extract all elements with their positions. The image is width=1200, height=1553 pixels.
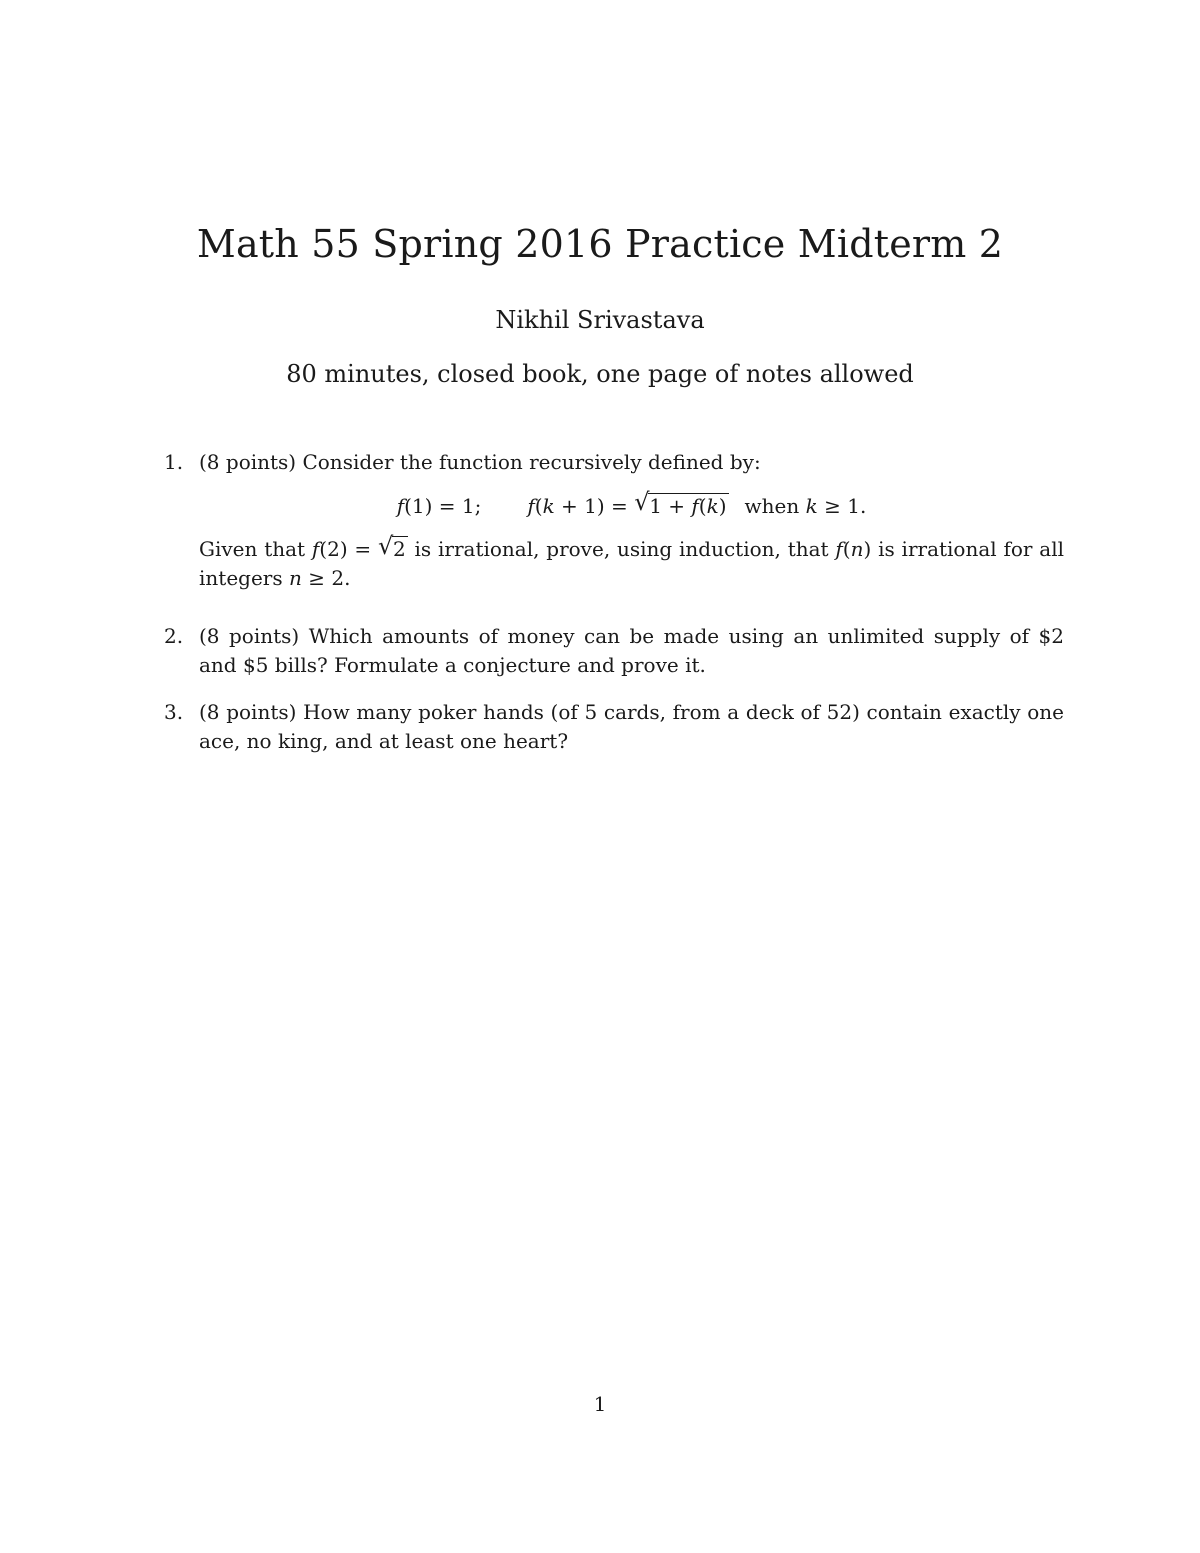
radical-sign: √ [378,532,394,560]
page-number: 1 [593,1392,607,1416]
math-text: (2) = [319,537,378,561]
math-text: when [744,494,800,518]
math-text: ) is irrational for all integers [199,537,1065,590]
exam-instructions: 80 minutes, closed book, one page of notes allowed [286,360,914,388]
problem-intro: (8 points) Consider the function recursively defined by: [199,450,761,474]
math-text: ( [534,494,543,518]
radical-sign: √ [634,488,650,516]
problem-body [199,448,1064,593]
radicand: 2 [393,537,406,561]
math-var: f [527,494,535,518]
problem-body: (8 points) How many poker hands (of 5 cards, from a deck of 52) contain exactly one ace, no king, and at least one heart? [199,700,1064,753]
math-text: ≥ 2. [301,566,351,590]
problem-3 [164,698,1064,756]
math-text: ) [718,494,727,518]
problem-number: 2. [164,624,184,648]
math-var: k [805,494,818,518]
math-text: (1) = 1; [404,494,482,518]
problem-statement [199,532,1065,593]
radicand [648,493,728,518]
math-text: + 1) = [554,494,635,518]
math-text: 1 + [649,494,692,518]
math-text: ≥ 1. [817,494,867,518]
document-title: Math 55 Spring 2016 Practice Midterm 2 [196,222,1004,266]
math-text: Given that [199,537,312,561]
math-var: f [835,537,843,561]
math-text: ( [842,537,851,561]
math-var: f [691,494,699,518]
math-var: k [542,494,555,518]
square-root [634,488,728,521]
recursive-definition [199,488,1064,521]
math-var: n [288,566,302,590]
math-var: f [311,537,320,561]
problem-2 [164,622,1064,680]
square-root [378,532,408,564]
math-text: ( [698,494,707,518]
author-name: Nikhil Srivastava [495,306,705,334]
problem-body: (8 points) Which amounts of money can be made using an unlimited supply of $2 and $5 bills? Formulate a conjecture and prove it. [199,624,1064,677]
problem-number: 1. [164,450,184,474]
math-var: n [850,537,864,561]
math-text: is irrational, prove, using induction, that [407,537,836,561]
math-var: k [706,494,719,518]
problem-number: 3. [164,700,184,724]
math-var: f [396,494,405,518]
problem-1 [164,448,1064,593]
